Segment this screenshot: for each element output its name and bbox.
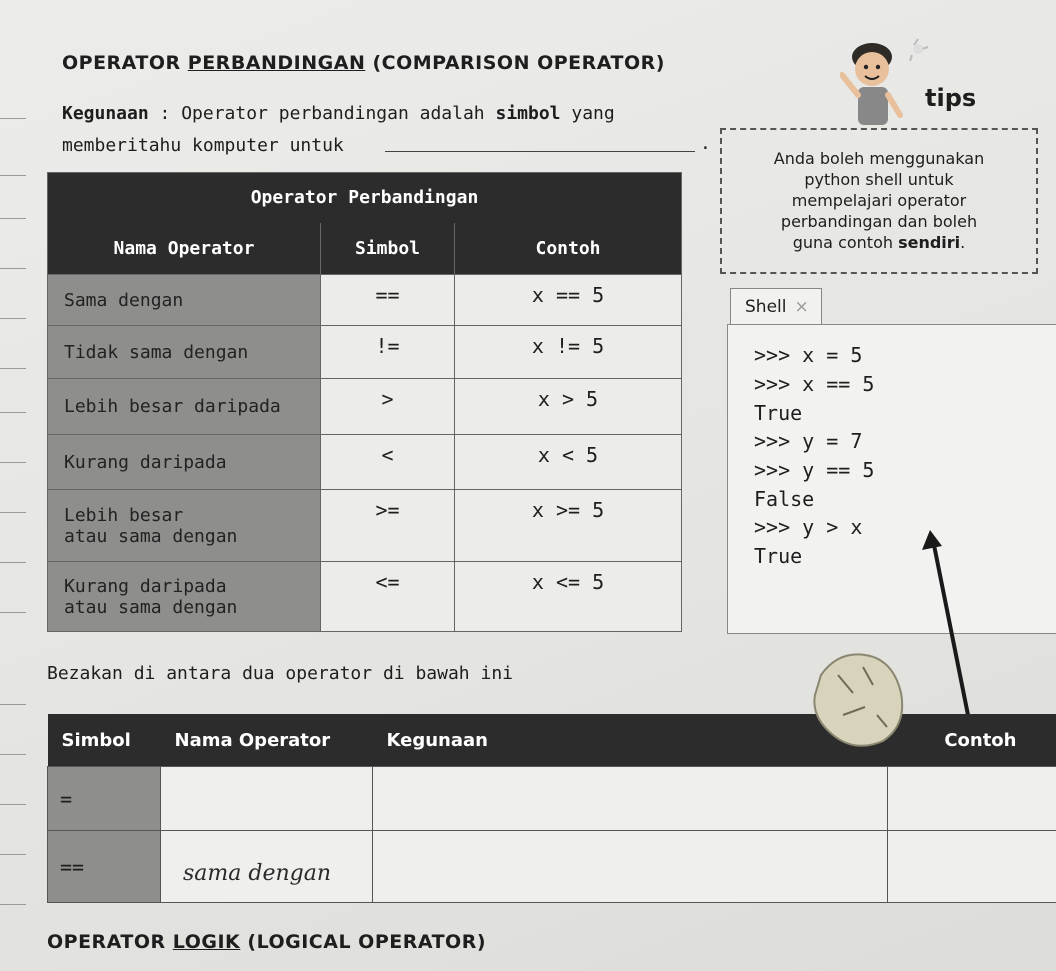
col-header-usage: Kegunaan xyxy=(373,714,888,767)
operator-example: x == 5 xyxy=(455,275,682,326)
operator-symbol: <= xyxy=(321,562,455,632)
table-row xyxy=(48,831,1056,903)
example-answer-cell[interactable] xyxy=(888,767,1056,831)
operator-symbol: > xyxy=(321,379,455,435)
cartoon-kid-icon xyxy=(840,35,930,135)
operator-name: Lebih besar daripada xyxy=(48,379,321,435)
col-header-name: Nama Operator xyxy=(48,223,321,275)
operator-example: x != 5 xyxy=(455,326,682,379)
symbol-cell: = xyxy=(48,767,161,831)
col-header-name: Nama Operator xyxy=(161,714,373,767)
operator-symbol: != xyxy=(321,326,455,379)
tip-box: Anda boleh menggunakan python shell untuk mempelajari operator perbandingan dan boleh guna contoh sendiri. xyxy=(720,128,1038,274)
shell-line: True xyxy=(754,544,803,568)
name-answer-cell[interactable]: sama dengan xyxy=(161,831,373,903)
operator-symbol: < xyxy=(321,435,455,490)
shell-line: >>> y > x xyxy=(754,515,863,539)
col-header-example: Contoh xyxy=(455,223,682,275)
shell-line: True xyxy=(754,401,803,425)
section-title: OPERATOR PERBANDINGAN (COMPARISON OPERATOR) xyxy=(62,52,665,74)
usage-answer-cell[interactable] xyxy=(373,767,888,831)
margin-rule xyxy=(0,412,26,413)
question-text: Bezakan di antara dua operator di bawah ini xyxy=(47,663,513,684)
rock-object xyxy=(803,645,913,755)
table-row xyxy=(48,435,682,490)
table-row xyxy=(48,379,682,435)
margin-rule xyxy=(0,512,26,513)
table-row xyxy=(48,275,682,326)
operator-example: x < 5 xyxy=(455,435,682,490)
operator-name: Sama dengan xyxy=(48,275,321,326)
margin-rule xyxy=(0,562,26,563)
margin-rule xyxy=(0,175,26,176)
operator-example: x >= 5 xyxy=(455,490,682,562)
worksheet-page: OPERATOR PERBANDINGAN (COMPARISON OPERATOR) Kegunaan : Operator perbandingan adalah simbol yang memberitahu komputer untuk . tips Anda boleh menggunakan python shell untuk mempelajari operator perbandingan dan boleh guna contoh sendiri. Operator Perbandingan Nama Operator Simbol Contoh Sama dengan == x == 5 Tidak sama dengan != x != 5 Lebih besar daripada > x > 5 Kurang daripada < x < 5 Lebih besar atau sama dengan >= x >= 5 Kurang daripada atau sama dengan <= x <= 5 Shell × >>> x = 5 >>> x == 5 True >>> y = 7 >>> y == 5 False >>> y > x True Bezakan di antara dua operator di bawah ini Simbol Nama Operator Kegunaan Contoh = == sama dengan OPERATOR LOGIK (LOGICAL OPERATOR) xyxy=(0,0,1056,971)
table-row xyxy=(48,326,682,379)
col-header-symbol: Simbol xyxy=(321,223,455,275)
shell-tab: Shell × xyxy=(730,288,822,324)
pointer-arrow-icon xyxy=(900,520,990,720)
margin-rule xyxy=(0,854,26,855)
next-section-title: OPERATOR LOGIK (LOGICAL OPERATOR) xyxy=(47,931,487,953)
margin-rule xyxy=(0,268,26,269)
col-header-example: Contoh xyxy=(888,714,1056,767)
table-row xyxy=(48,767,1056,831)
operator-name: Kurang daripada atau sama dengan xyxy=(48,562,321,632)
margin-rule xyxy=(0,118,26,119)
usage-answer-cell[interactable] xyxy=(373,831,888,903)
margin-rule xyxy=(0,754,26,755)
shell-line: >>> x == 5 xyxy=(754,372,875,396)
table-caption: Operator Perbandingan xyxy=(48,173,682,223)
margin-rule xyxy=(0,804,26,805)
name-answer-cell[interactable] xyxy=(161,767,373,831)
operator-name: Lebih besar atau sama dengan xyxy=(48,490,321,562)
shell-line: False xyxy=(754,487,815,511)
shell-line: >>> y = 7 xyxy=(754,429,863,453)
margin-rule xyxy=(0,904,26,905)
fill-in-blank xyxy=(385,151,695,152)
intro-label: Kegunaan xyxy=(62,103,149,124)
operator-example: x > 5 xyxy=(455,379,682,435)
operator-example: x <= 5 xyxy=(455,562,682,632)
margin-rule xyxy=(0,462,26,463)
margin-rule xyxy=(0,218,26,219)
close-icon: × xyxy=(794,297,809,317)
margin-rule xyxy=(0,612,26,613)
symbol-cell: == xyxy=(48,831,161,903)
margin-rule xyxy=(0,368,26,369)
table-row xyxy=(48,562,682,632)
operator-name: Tidak sama dengan xyxy=(48,326,321,379)
margin-rule xyxy=(0,704,26,705)
operator-name: Kurang daripada xyxy=(48,435,321,490)
col-header-symbol: Simbol xyxy=(48,714,161,767)
python-shell-panel xyxy=(727,324,1056,634)
operator-symbol: >= xyxy=(321,490,455,562)
example-answer-cell[interactable] xyxy=(888,831,1056,903)
table-row xyxy=(48,490,682,562)
shell-line: >>> x = 5 xyxy=(754,343,863,367)
tips-label: tips xyxy=(925,84,977,112)
operator-symbol: == xyxy=(321,275,455,326)
comparison-operator-table xyxy=(47,172,682,632)
margin-rule xyxy=(0,318,26,319)
shell-line: >>> y == 5 xyxy=(754,458,875,482)
